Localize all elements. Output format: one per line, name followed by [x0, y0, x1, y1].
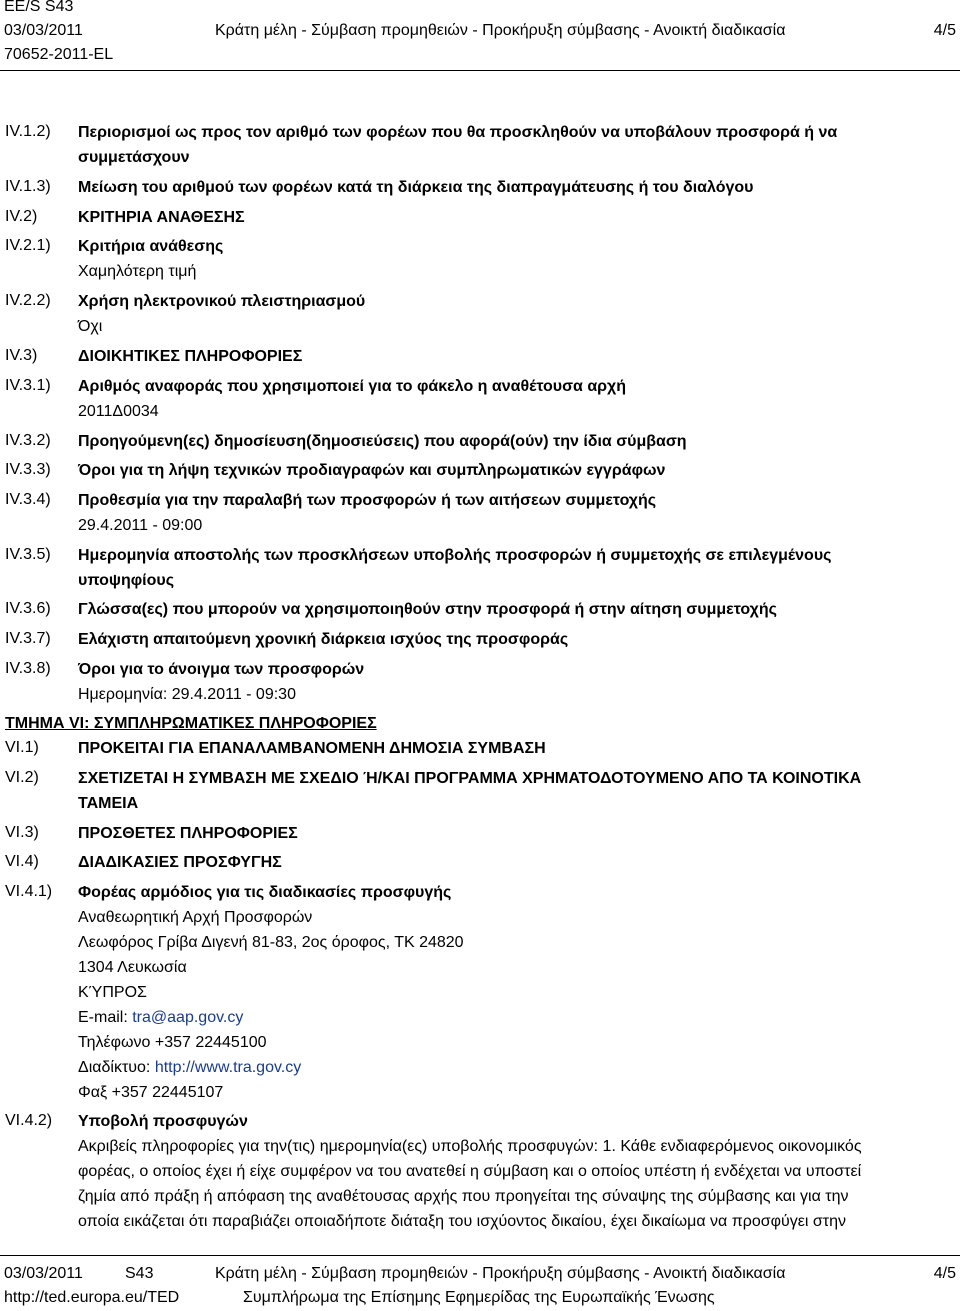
item-value: 29.4.2011 - 09:00: [78, 517, 203, 534]
item-number: VI.4): [5, 853, 39, 870]
web-link[interactable]: http://www.tra.gov.cy: [154, 1059, 302, 1076]
web-line: [78, 1055, 948, 1080]
item-number: IV.1.3): [5, 178, 51, 195]
fax: Φαξ +357 22445107: [78, 1084, 224, 1101]
item-title: Κριτήρια ανάθεσης: [78, 238, 224, 255]
item-number: IV.3): [5, 347, 38, 364]
country: ΚΎΠΡΟΣ: [78, 984, 147, 1001]
footer-url[interactable]: http://ted.europa.eu/TED: [4, 1289, 180, 1306]
phone: Τηλέφωνο +357 22445100: [78, 1034, 267, 1051]
item-number: IV.3.3): [5, 461, 51, 478]
item-title: Ελάχιστη απαιτούμενη χρονική διάρκεια ισχύος της προσφοράς: [78, 631, 569, 648]
header-title: Κράτη μέλη - Σύμβαση προμηθειών - Προκήρυξη σύμβασης - Ανοικτή διαδικασία: [215, 22, 786, 39]
header-code: EE/S S43: [4, 0, 74, 15]
item-number: VI.2): [5, 769, 39, 786]
item-title: Μείωση του αριθμού των φορέων κατά τη διάρκεια της διαπραγμάτευσης ή του διαλόγου: [78, 179, 754, 196]
item-title: Φορέας αρμόδιος για τις διαδικασίες προσφυγής: [78, 884, 452, 901]
footer-title: Κράτη μέλη - Σύμβαση προμηθειών - Προκήρυξη σύμβασης - Ανοικτή διαδικασία: [215, 1265, 786, 1282]
email-link[interactable]: tra@aap.gov.cy: [132, 1009, 244, 1026]
item-title: ΠΡΟΚΕΙΤΑΙ ΓΙΑ ΕΠΑΝΑΛΑΜΒΑΝΟΜΕΝΗ ΔΗΜΟΣΙΑ ΣΥΜΒΑΣΗ: [78, 740, 546, 757]
item-title: Υποβολή προσφυγών: [78, 1113, 248, 1130]
city: 1304 Λευκωσία: [78, 959, 187, 976]
paragraph-line: οποία εικάζεται ότι παραβιάζει οποιαδήποτε διάταξη του ισχύοντος δικαίου, έχει δικαίωμα να προσφύγει στην: [78, 1213, 846, 1230]
item-value: Ημερομηνία: 29.4.2011 - 09:30: [78, 686, 296, 703]
item-value: Όχι: [78, 318, 103, 335]
footer-rule: [0, 1255, 960, 1256]
email-label: E-mail:: [78, 1009, 133, 1026]
footer-page-number: 4/5: [933, 1265, 956, 1282]
item-value: Χαμηλότερη τιμή: [78, 263, 197, 280]
item-title: Προθεσμία για την παραλαβή των προσφορών ή των αιτήσεων συμμετοχής: [78, 492, 657, 509]
item-number: IV.3.6): [5, 600, 51, 617]
item-title: Γλώσσα(ες) που μπορούν να χρησιμοποιηθούν στην προσφορά ή στην αίτηση συμμετοχής: [78, 601, 777, 618]
page-footer: [0, 1255, 960, 1311]
item-value: 2011Δ0034: [78, 403, 159, 420]
page-header: [0, 0, 960, 80]
item-number: IV.3.4): [5, 491, 51, 508]
footer-date: 03/03/2011: [4, 1265, 83, 1282]
footer-series: S43: [125, 1265, 154, 1282]
email-line: [78, 1005, 948, 1030]
item-title-continued: συμμετάσχουν: [78, 149, 190, 166]
item-number: IV.2.2): [5, 292, 51, 309]
item-title-continued: ΤΑΜΕΙΑ: [78, 795, 139, 812]
item-number: VI.4.2): [5, 1112, 53, 1129]
item-number: IV.3.7): [5, 630, 51, 647]
paragraph-line: φορέας, ο οποίος έχει ή είχε συμφέρον να του ανατεθεί η σύμβαση και ο οποίος υπέστη ή ενδέχεται να υποστεί: [78, 1163, 862, 1180]
item-title: ΣΧΕΤΙΖΕΤΑΙ Η ΣΥΜΒΑΣΗ ΜΕ ΣΧΕΔΙΟ Ή/ΚΑΙ ΠΡΟΓΡΑΜΜΑ ΧΡΗΜΑΤΟΔΟΤΟΥΜΕΝΟ ΑΠΟ ΤΑ ΚΟΙΝΟΤΙΚΑ: [78, 770, 862, 787]
item-title: Χρήση ηλεκτρονικού πλειστηριασμού: [78, 293, 366, 310]
item-number: IV.3.2): [5, 432, 51, 449]
item-number: IV.3.5): [5, 546, 51, 563]
item-title: Όροι για το άνοιγμα των προσφορών: [78, 661, 365, 678]
item-number: IV.3.1): [5, 377, 51, 394]
item-title: Προηγούμενη(ες) δημοσίευση(δημοσιεύσεις) που αφορά(ούν) την ίδια σύμβαση: [78, 433, 687, 450]
item-number: IV.3.8): [5, 660, 51, 677]
header-page-number: 4/5: [933, 22, 956, 39]
item-number: IV.2.1): [5, 237, 51, 254]
item-number: VI.3): [5, 824, 39, 841]
item-title: Ημερομηνία αποστολής των προσκλήσεων υποβολής προσφορών ή συμμετοχής σε επιλεγμένους: [78, 547, 832, 564]
header-date: 03/03/2011: [4, 22, 83, 39]
organisation-name: Αναθεωρητική Αρχή Προσφορών: [78, 909, 313, 926]
item-number: VI.1): [5, 739, 39, 756]
postal-address: Λεωφόρος Γρίβα Διγενή 81-83, 2ος όροφος, ΤΚ 24820: [78, 934, 464, 951]
item-title: Περιορισμοί ως προς τον αριθμό των φορέων που θα προσκληθούν να υποβάλουν προσφορά ή να: [78, 124, 838, 141]
item-number: IV.1.2): [5, 123, 51, 140]
paragraph-line: Ακριβείς πληροφορίες για την(τις) ημερομηνία(ες) υποβολής προσφυγών: 1. Κάθε ενδιαφερόμενος οικονομικός: [78, 1138, 862, 1155]
header-rule: [0, 70, 960, 71]
item-title: ΔΙΟΙΚΗΤΙΚΕΣ ΠΛΗΡΟΦΟΡΙΕΣ: [78, 348, 303, 365]
web-label: Διαδίκτυο:: [78, 1059, 155, 1076]
item-number: VI.4.1): [5, 883, 53, 900]
item-title: ΔΙΑΔΙΚΑΣΙΕΣ ΠΡΟΣΦΥΓΗΣ: [78, 854, 282, 871]
item-title: ΚΡΙΤΗΡΙΑ ΑΝΑΘΕΣΗΣ: [78, 209, 245, 226]
header-doc-id: 70652-2011-EL: [4, 46, 114, 63]
item-title-continued: υποψηφίους: [78, 572, 175, 589]
item-number: IV.2): [5, 208, 38, 225]
item-title: Αριθμός αναφοράς που χρησιμοποιεί για το φάκελο η αναθέτουσα αρχή: [78, 378, 627, 395]
item-title: Όροι για τη λήψη τεχνικών προδιαγραφών και συμπληρωματικών εγγράφων: [78, 462, 666, 479]
paragraph-line: ζημία από πράξη ή απόφαση της αναθέτουσας αρχής που προηγείται της σύναψης της σύμβασης και για την: [78, 1188, 849, 1205]
footer-journal: Συμπλήρωμα της Επίσημης Εφημερίδας της Ευρωπαϊκής Ένωσης: [243, 1289, 715, 1306]
section-heading: ΤΜΗΜΑ VI: ΣΥΜΠΛΗΡΩΜΑΤΙΚΕΣ ΠΛΗΡΟΦΟΡΙΕΣ: [5, 715, 377, 732]
item-title: ΠΡΟΣΘΕΤΕΣ ΠΛΗΡΟΦΟΡΙΕΣ: [78, 825, 298, 842]
